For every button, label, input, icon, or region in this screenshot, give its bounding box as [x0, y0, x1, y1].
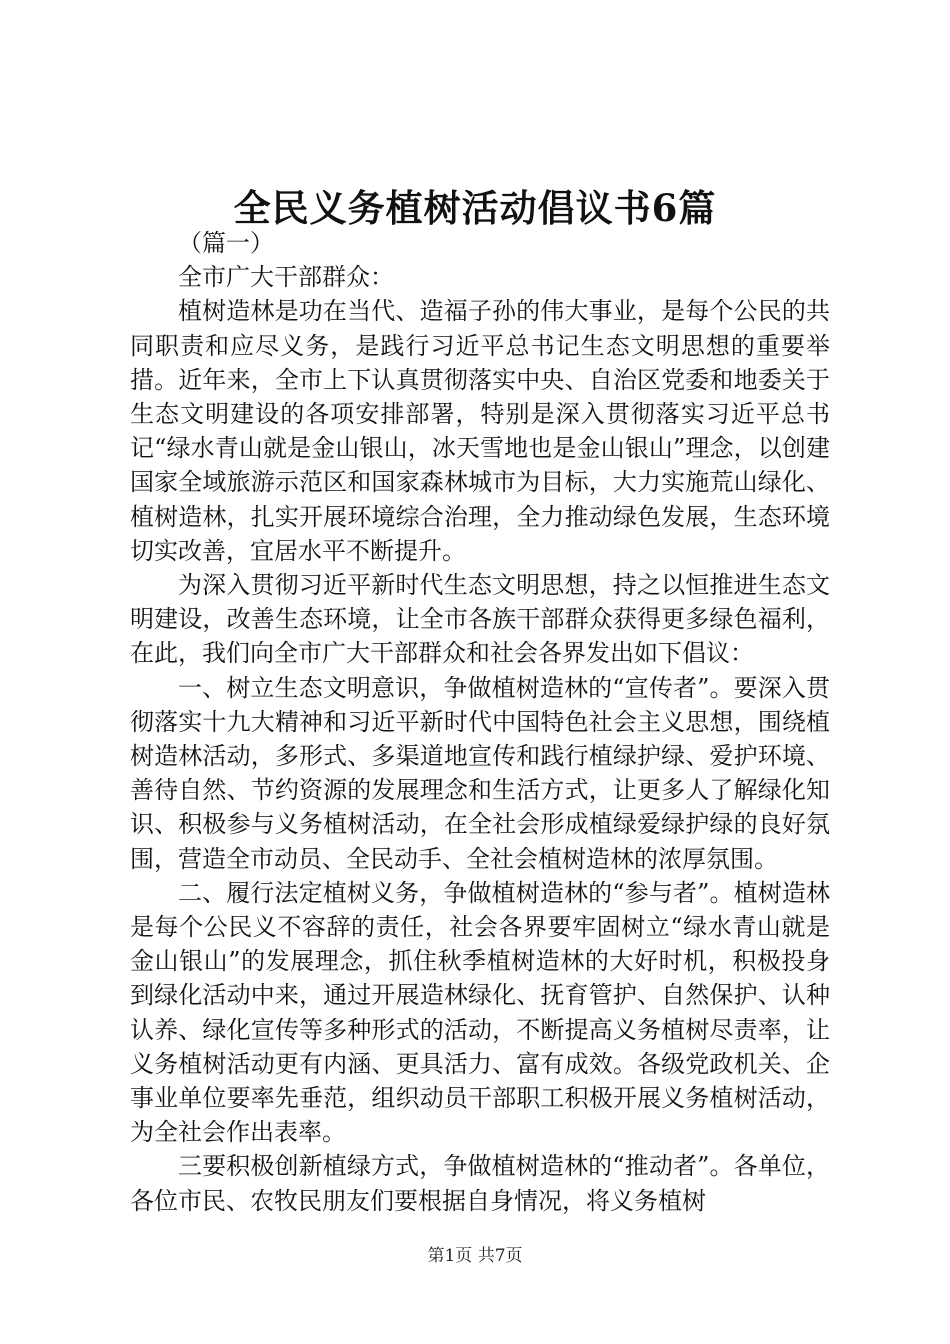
paragraph: 植树造林是功在当代、造福子孙的伟大事业，是每个公民的共同职责和应尽义务，是践行习近平总书记生态文明思想的重要举措。近年来，全市上下认真贯彻落实中央、自治区党委和地委关于生态文明建设的各项安排部署，特别是深入贯彻落实习近平总书记“绿水青山就是金山银山，冰天雪地也是金山银山”理念，以创建国家全域旅游示范区和国家森林城市为目标，大力实施荒山绿化、植树造林，扎实开展环境综合治理，全力推动绿色发展，生态环境切实改善，宜居水平不断提升。: [130, 297, 830, 565]
document-title: 全民义务植树活动倡议书6篇: [233, 186, 717, 230]
section-heading: （篇一）: [178, 229, 274, 257]
paragraph: 一、树立生态文明意识，争做植树造林的“宣传者”。要深入贯彻落实十九大精神和习近平新时代中国特色社会主义思想，围绕植树造林活动，多形式、多渠道地宣传和践行植绿护绿、爱护环境、善待自然、节约资源的发展理念和生活方式，让更多人了解绿化知识、积极参与义务植树活动，在全社会形成植绿爱绿护绿的良好氛围，营造全市动员、全民动手、全社会植树造林的浓厚氛围。: [130, 673, 830, 873]
paragraph: 为深入贯彻习近平新时代生态文明思想，持之以恒推进生态文明建设，改善生态环境，让全市各族干部群众获得更多绿色福利，在此，我们向全市广大干部群众和社会各界发出如下倡议：: [130, 571, 830, 668]
document-body: [130, 226, 830, 1218]
paragraph: 二、履行法定植树义务，争做植树造林的“参与者”。植树造林是每个公民义不容辞的责任，社会各界要牢固树立“绿水青山就是金山银山”的发展理念，抓住秋季植树造林的大好时机，积极投身到绿化活动中来，通过开展造林绿化、抚育管护、自然保护、认种认养、绿化宣传等多种形式的活动，不断提高义务植树尽责率，让义务植树活动更有内涵、更具活力、富有成效。各级党政机关、企事业单位要率先垂范，组织动员干部职工积极开展义务植树活动，为全社会作出表率。: [130, 878, 830, 1147]
salutation: 全市广大干部群众：: [178, 263, 394, 292]
paragraph: 三要积极创新植绿方式，争做植树造林的“推动者”。各单位，各位市民、农牧民朋友们要根据自身情况，将义务植树: [130, 1152, 830, 1215]
page-footer: 第1页 共7页: [427, 1246, 523, 1266]
